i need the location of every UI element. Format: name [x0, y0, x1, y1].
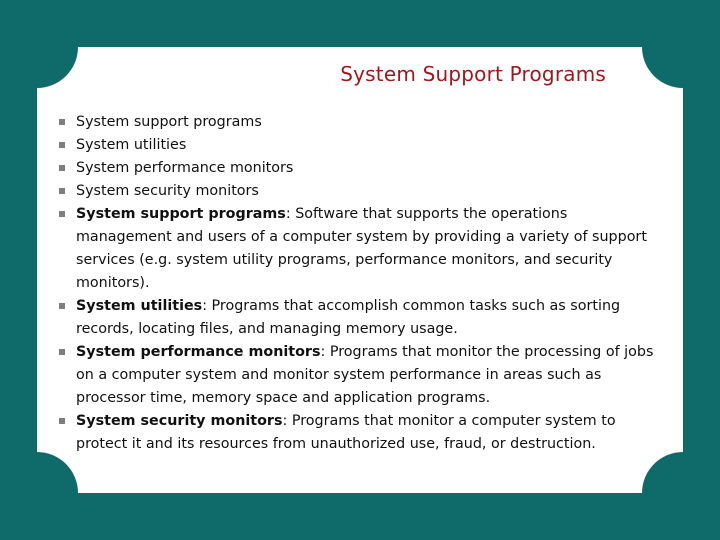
bullet-list [60, 111, 666, 456]
item-definition: : Programs that monitor a computer system to protect it and its resources from unauthorized use, fraud, or destruction. [76, 413, 616, 452]
list-item [60, 203, 666, 295]
list-item [60, 341, 666, 410]
item-term: System utilities [76, 298, 203, 314]
square-bullet-icon [59, 349, 65, 355]
item-definition: : Programs that accomplish common tasks such as sorting records, locating files, and managing memory usage. [76, 298, 621, 337]
corner-notch-bottom-left [0, 452, 78, 534]
item-text: System security monitors [76, 183, 259, 199]
list-item [60, 295, 666, 341]
square-bullet-icon [59, 211, 65, 217]
item-term: System performance monitors [76, 344, 321, 360]
item-term: System support programs [76, 206, 286, 222]
list-item [60, 410, 666, 456]
list-item [60, 134, 666, 157]
list-item [60, 111, 666, 134]
square-bullet-icon [59, 303, 65, 309]
item-text: System utilities [76, 137, 187, 153]
square-bullet-icon [59, 188, 65, 194]
item-text: System support programs [76, 114, 262, 130]
square-bullet-icon [59, 142, 65, 148]
square-bullet-icon [59, 119, 65, 125]
corner-notch-top-right [642, 6, 720, 88]
slide-title: System Support Programs [340, 62, 606, 86]
list-item [60, 157, 666, 180]
square-bullet-icon [59, 418, 65, 424]
item-definition: : Software that supports the operations management and users of a computer system by providing a variety of support services (e.g. system utility programs, performance monitors, and security monitors). [76, 206, 647, 291]
item-text: System performance monitors [76, 160, 294, 176]
list-item [60, 180, 666, 203]
item-definition: : Programs that monitor the processing of jobs on a computer system and monitor system performance in areas such as processor time, memory space and application programs. [76, 344, 654, 406]
item-term: System security monitors [76, 413, 283, 429]
square-bullet-icon [59, 165, 65, 171]
corner-notch-bottom-right [642, 452, 720, 534]
